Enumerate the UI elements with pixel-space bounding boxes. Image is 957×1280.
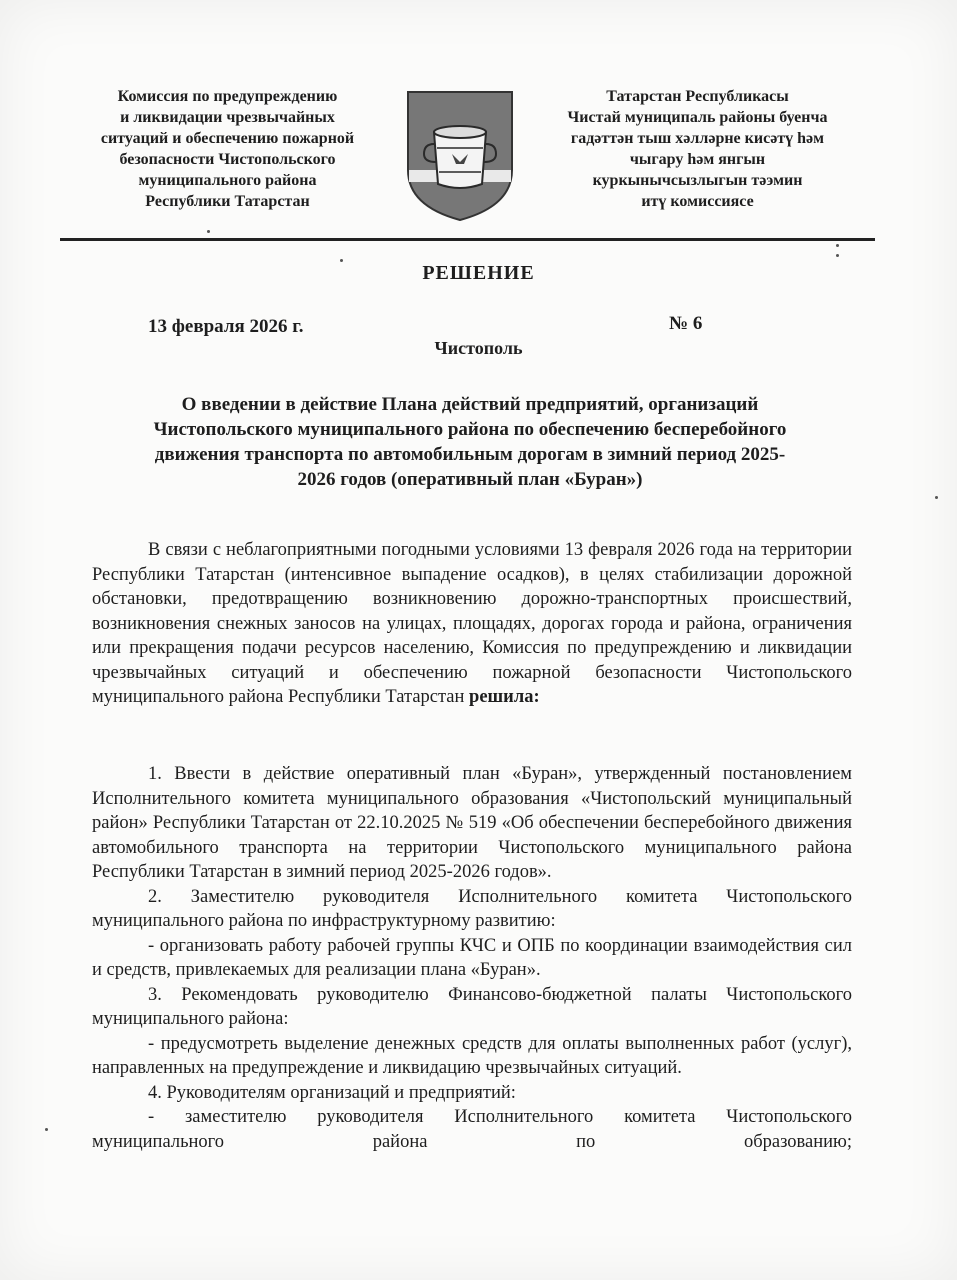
header-right-line: Чистай муниципаль районы буенча [567, 109, 828, 126]
header-right-line: итү комиссиясе [641, 193, 754, 210]
speck [935, 496, 938, 499]
speck [836, 244, 839, 247]
item-3-sub: - предусмотреть выделение денежных средств для оплаты выполненных работ (услуг), направленных на предупреждение и ликвидацию чрезвычайных ситуаций. [92, 1033, 852, 1078]
document-date: 13 февраля 2026 г. [148, 316, 304, 337]
item-3: 3. Рекомендовать руководителю Финансово-бюджетной палаты Чистопольского муниципального района: [92, 984, 852, 1029]
subject-line: О введении в действие Плана действий предприятий, организаций [181, 394, 759, 415]
header-right-line: чыгару һәм янгын [629, 151, 766, 168]
item-2: 2. Заместителю руководителя Исполнительного комитета Чистопольского муниципального района по инфраструктурному развитию: [92, 886, 852, 931]
item-4-sub: - заместителю руководителя Исполнительного комитета Чистопольского муниципального района по образованию; [92, 1107, 852, 1152]
header-right-line: куркынычсызлыгын тәэмин [592, 172, 803, 189]
subject-line: Чистопольского муниципального района по обеспечению бесперебойного [153, 419, 787, 440]
coat-of-arms-icon [404, 88, 516, 222]
item-1: 1. Ввести в действие оперативный план «Буран», утвержденный постановлением Исполнительного комитета муниципального образования «Чистопольский муниципальный район» Республики Татарстан от 22.10.2025 № 519 «Об обеспечении бесперебойного движения автомобильного транспорта на территории Чистопольского муниципального района Республики Татарстан в зимний период 2025-2026 годов». [92, 764, 852, 882]
subject-line: движения транспорта по автомобильным дорогам в зимний период 2025- [154, 444, 786, 465]
preamble [92, 538, 852, 710]
decision-word: решила: [469, 687, 540, 707]
preamble-paragraph [92, 538, 852, 710]
header-left-line: и ликвидации чрезвычайных [120, 109, 335, 126]
header-right-line: гадәттән тыш хәлләрне кисәтү һәм [570, 130, 825, 147]
header-left-line: ситуаций и обеспечению пожарной [100, 130, 355, 147]
document-title: РЕШЕНИЕ [422, 262, 535, 284]
document-city: Чистополь [434, 338, 523, 358]
item-2-sub: - организовать работу рабочей группы КЧС и ОПБ по координации взаимодействия сил и средств, привлекаемых для реализации плана «Буран». [92, 935, 852, 980]
speck [836, 254, 839, 257]
header-left-line: Комиссия по предупреждению [117, 88, 338, 105]
header-left-line: безопасности Чистопольского [119, 151, 336, 168]
header-right-line: Татарстан Республикасы [606, 88, 789, 105]
subject-line: 2026 годов (оперативный план «Буран») [297, 469, 643, 490]
header-left-russian [60, 86, 395, 212]
speck [45, 1128, 48, 1131]
header-right-tatar [525, 86, 870, 212]
document-number: № 6 [669, 313, 703, 334]
header-divider [60, 238, 875, 241]
speck [340, 259, 343, 262]
preamble-text: В связи с неблагоприятными погодными условиями 13 февраля 2026 года на территории Республики Татарстан (интенсивное выпадение осадков), в целях стабилизации дорожной обстановки, предотвращению возникновению дорожно-транспортных происшествий, возникновения снежных заносов на улицах, площадях, дорогах города и района, ограничения или прекращения подачи ресурсов населению, Комиссия по предупреждению и ликвидации чрезвычайных ситуаций и обеспечению пожарной безопасности Чистопольского муниципального района Республики Татарстан [92, 540, 852, 707]
item-4: 4. Руководителям организаций и предприятий: [148, 1082, 516, 1103]
document-subject [90, 392, 850, 492]
speck [207, 230, 210, 233]
header-left-line: муниципального района [138, 172, 317, 189]
resolution-items [92, 762, 852, 1154]
header-left-line: Республики Татарстан [145, 193, 310, 210]
